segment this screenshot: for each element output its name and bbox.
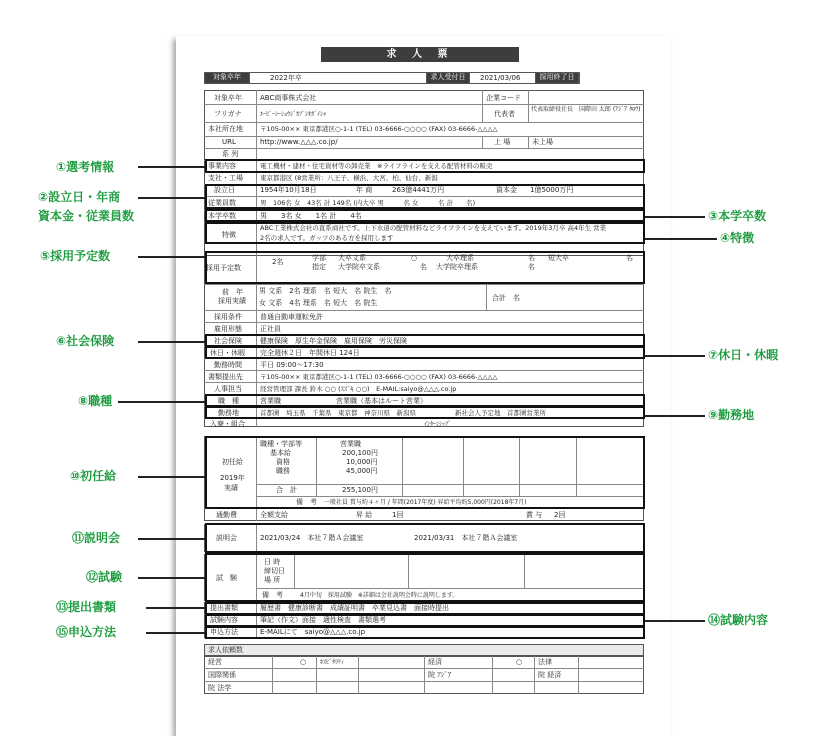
spec-label: 指定 [312,263,326,271]
insurance-value: 健康保険 厚生年金保険 雇用保険 労災保険 [260,337,407,345]
founded-value: 1954年10月18日 [260,186,317,194]
callout-12: ⑫試験 [86,570,123,584]
frame-planned [205,251,645,284]
frame-apply [205,626,645,639]
exam-content-value: 筆記（作文）面接 適性検査 書類選考 [260,616,386,624]
grads-label: 本学卒数 [208,212,236,220]
callout-15: ⑮申込方法 [56,625,117,639]
depts-header [204,644,644,656]
kana-label: フリガナ [214,110,242,118]
exam-label: 試 験 [216,574,237,582]
hours-label: 勤務時間 [214,361,242,369]
prev-female: 女 文系 4名 理系 名 短大 名 院生 [259,299,378,307]
apply-value: E-MAILにて saiyo@△△△.co.jp [260,628,366,636]
exam-deadline: 締切日 [264,567,285,575]
recruit-r2d: 名 [528,263,535,271]
salary-h2: 営業職 [340,440,361,448]
dept-r1-2: ﾎｽﾋﾟﾀﾘﾃｨ [320,659,345,666]
docs-value: 履歴書 健康診断書 成績証明書 卒業見込書 面接時提出 [260,604,449,612]
prev-label2: 採用実績 [218,297,246,305]
exam-date: 日 時 [264,558,281,566]
callout-4: ④特徴 [720,231,755,245]
total-value: 255,100円 [342,486,378,494]
holiday-value: 完全週休２日 年間休日 124日 [260,349,360,357]
callout-9: ⑨勤務地 [708,408,755,422]
cond-label: 採用条件 [214,313,242,321]
frame-exam [205,553,645,602]
employees-label: 従業員数 [208,199,236,207]
docs-label: 提出書類 [210,604,238,612]
frame-salary [205,436,645,509]
bonus-label: 賞 与 [526,511,543,519]
salary-year: 2019年 [220,474,245,482]
exam-place: 場 所 [264,576,281,584]
note-label: 備 考 [296,498,317,506]
listed-label: 上 場 [494,138,511,146]
dept-r1-6: 法律 [538,658,552,666]
skill-label: 資格 [276,458,290,466]
recruit-r1e: 名 [626,254,633,262]
business-value: 電工機材・建材・住宅資材等の卸売業 ※ライフラインを支える配管材料の販売 [260,162,493,170]
bonus-value: 2回 [554,511,566,519]
salary-actual: 実績 [224,484,238,492]
callout-11: ⑪説明会 [72,531,121,545]
skill-value: 10,000円 [346,458,378,466]
raise-value: 1回 [392,511,404,519]
insurance-label: 社会保険 [214,337,242,345]
frame-briefing [205,523,645,553]
commute-value: 全額支給 [260,511,288,519]
code-label: 企業コード [486,94,521,102]
listed-value: 未上場 [532,138,553,146]
doc-to-value: 〒105-00×× 東京都港区○-1-1 (TEL) 03-6666-○○○○ (FAX) 03-6666-△△△△ [260,373,498,381]
recruit-r1c: 名 [528,254,535,262]
contact-label: 人事担当 [214,385,242,393]
sales-value: 263億4441万円 [392,186,445,194]
briefing-2: 2021/03/31 本社７階Ａ会議室 [414,534,518,542]
planned-value: 2名 [272,258,284,266]
frame-place [205,406,645,419]
cond-value: 普通自動車運転免許 [260,313,323,321]
url-value: http://www.△△△.co.jp/ [260,138,338,146]
prev-total: 合計 名 [492,294,520,302]
note-value: 一般社員 賞与約４ヶ月 / 年間(2017年度) 昇給平均約5,000円(2018年7月) [324,499,527,506]
place-value: 首都圏 埼玉県 千葉県 東京都 神奈川県 新潟県 [260,409,416,417]
callout-7: ⑦休日・休暇 [708,348,779,362]
end-label: 採用終了日 [535,72,579,84]
branch-value: 東京都港区 (8営業所：八王子、横浜、大宮、柏、仙台、新潟 [260,174,438,182]
callout-8: ⑧職種 [78,394,113,408]
frame-founded [205,184,645,209]
planned-label: 採用予定数 [206,264,241,272]
duty-label: 職務 [276,467,290,475]
doc-to-label: 書類提出先 [208,373,243,381]
dept-r1-1: ○ [300,658,307,666]
base-value: 200,100円 [342,449,378,457]
branch-label: 支社・工場 [208,174,243,182]
contact-value: 経営管理部 課長 鈴木 ○○ (ｽｽﾞｷ ○○) E-MAIL:saiyo@△△△.co.jp [260,385,457,393]
form-value: 正社員 [260,325,281,333]
callout-2a: ②設立日・年商 [38,190,121,204]
received-label: 求人受付日 [426,72,470,84]
capital-label: 資本金 [496,186,517,194]
series-label: 系 列 [222,150,239,158]
address-value: 〒105-00×× 東京都港区○-1-1 (TEL) 03-6666-○○○○ (FAX) 03-6666-△△△△ [260,125,498,133]
briefing-label: 説明会 [216,534,237,542]
commute-label: 通勤費 [216,511,237,519]
job-value: 営業職 [260,397,281,405]
form-label: 雇用形態 [214,325,242,333]
base-label: 基本給 [270,449,291,457]
feature-line2: 2名の求人です。ガッツのある方を採用します [260,234,394,242]
callout-1: ①選考情報 [56,160,115,174]
callout-5: ⑤採用予定数 [40,249,111,263]
recruit-r2: 大学院卒文系 [338,263,380,271]
exam-note-value: 4月中旬 採用試験 ※詳細は会社説明会時に説明します。 [300,592,459,599]
dept-r2-4: 院 ｱｼﾞｱ [428,671,452,679]
recruit-r2c: 大学院卒理系 [436,263,478,271]
recruit-r1-circle: ○ [411,254,418,262]
job-label: 職 種 [218,397,239,405]
recruit-r2b: 名 [420,263,427,271]
address-label: 本社所在地 [208,125,243,133]
job-detail: 営業職（基本はルート営業） [336,397,427,405]
url-label: URL [222,138,236,146]
depts-label: 求人依頼数 [208,646,243,654]
dept-r1-0: 経営 [208,658,222,666]
company-name-label: 対象卒年 [214,94,242,102]
frame-grads [205,209,645,222]
rep-value: 代表取締役社長 国際田 太郎 (ｱｼﾞｱ ﾀﾛｳ) [531,106,641,113]
recruit-r1b: 大卒理系 [446,254,474,262]
dept-r1-5: ○ [516,658,523,666]
callout-14: ⑭試験内容 [708,613,769,627]
dept-r3-0: 院 法学 [208,684,232,692]
hours-value: 平日 09:00～17:30 [260,361,324,369]
callout-3: ③本学卒数 [708,209,767,223]
frame-holiday [205,346,645,359]
dept-r2-6: 院 経済 [538,671,562,679]
rep-label: 代表者 [494,110,515,118]
target-value: 2022年卒 [270,74,302,82]
top-row [204,72,580,84]
exam-note-label: 備 考 [262,591,283,599]
sales-label: 年 商 [356,186,373,194]
sheet-title: 求 人 票 [321,47,519,62]
recruit-r1: 大卒文系 [338,254,366,262]
dept-r1-4: 経済 [428,658,442,666]
kana-value: ｴｰﾋﾞｰｼｰｼｮｳｼﾞｶﾌﾞｼｷｶﾞｲｼｬ [260,111,327,118]
company-name: ABC商事株式会社 [260,94,317,102]
frame-selection [205,159,645,173]
exam-content-label: 試験内容 [210,616,238,624]
dept-label: 学部 [312,254,326,262]
feature-label: 特徴 [222,231,236,239]
briefing-1: 2021/03/24 本社７階Ａ会議室 [260,534,364,542]
salary-h1: 職種・学部等 [260,440,302,448]
callout-2b: 資本金・従業員数 [38,209,135,223]
prev-label: 前 年 [222,288,243,296]
union-label: 入寮・組合 [210,420,245,428]
place-label: 勤務地 [218,409,239,417]
salary-label: 初任給 [222,458,243,466]
callout-10: ⑩初任給 [70,469,117,483]
holiday-label: 休日・休暇 [210,349,245,357]
duty-value: 45,000円 [346,467,378,475]
received-value: 2021/03/06 [480,74,521,82]
prev-male: 男 文系 2名 理系 名 短大 名 院生 名 [259,287,392,295]
capital-value: 1億5000万円 [530,186,574,194]
intern-label: ｲﾝﾀｰﾝｼｯﾌﾟ [424,421,452,428]
employees-value: 男 106名 女 43名 計 149名 (内大卒 男 名 女 名 計 名) [260,199,476,207]
callout-6: ⑥社会保険 [56,334,115,348]
place-value2: 新社会人予定地 首都圏営業所 [455,409,546,417]
apply-label: 申込方法 [210,628,238,636]
frame-feature [205,222,645,244]
total-label: 合 計 [276,486,297,494]
dept-r2-0: 国際関係 [208,671,236,679]
raise-label: 昇 給 [356,511,373,519]
callout-13: ⑬提出書類 [56,600,117,614]
founded-label: 設立日 [214,186,235,194]
feature-line1: ABC工業株式会社の直系商社です。上下水道の配管材料などライフラインを支えています。2019年3月卒 高4年生 営業 [260,224,607,232]
target-label: 対象卒年 [204,72,250,84]
business-label: 事業内容 [208,162,236,170]
grads-value: 男 3名 女 1名 計 4名 [260,212,362,220]
recruit-r1d: 短大卒 [548,254,569,262]
